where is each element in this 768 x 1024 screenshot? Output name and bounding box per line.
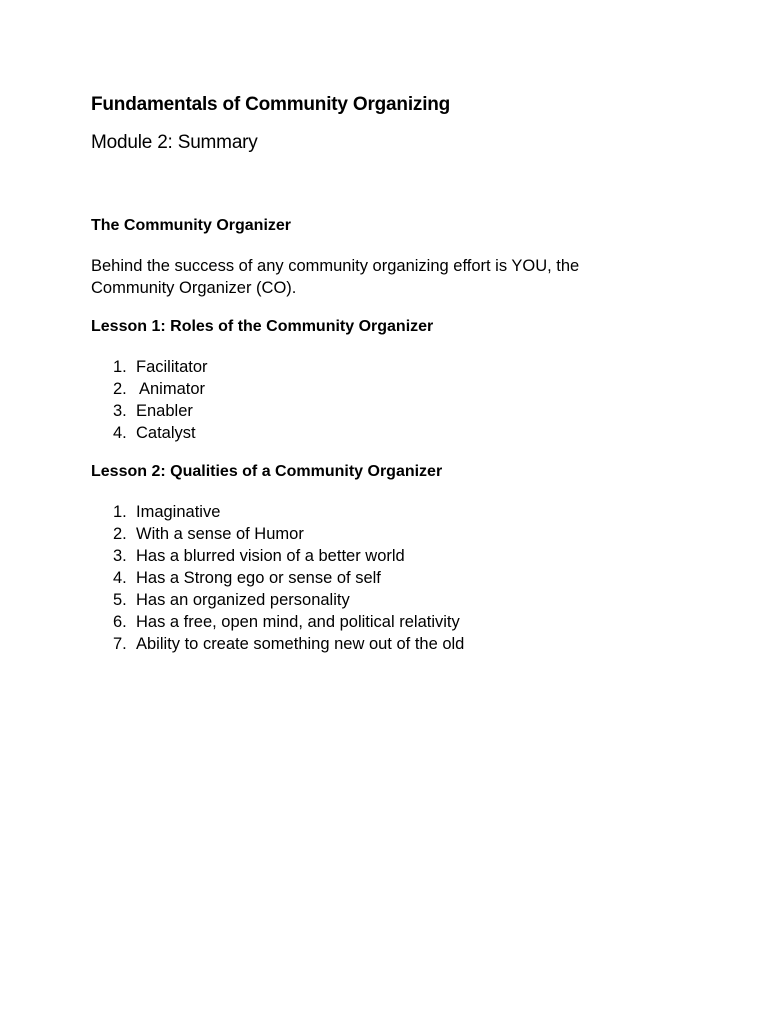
list-item-text: Has a blurred vision of a better world (136, 547, 405, 565)
list-number: 6. (113, 613, 127, 631)
lesson1-heading: Lesson 1: Roles of the Community Organizer (91, 318, 434, 335)
list-item-text: Catalyst (136, 424, 196, 442)
list-item (91, 400, 208, 422)
list-item-text: Has a free, open mind, and political relativity (136, 613, 460, 631)
intro-line: Community Organizer (CO). (91, 279, 297, 297)
intro-line: Behind the success of any community organizing effort is YOU, the (91, 257, 580, 275)
list-item (91, 589, 464, 611)
section-heading: The Community Organizer (91, 217, 292, 234)
list-item (91, 523, 464, 545)
list-item (91, 356, 208, 378)
list-item (91, 633, 464, 655)
list-number: 2. (113, 380, 127, 398)
list-number: 3. (113, 547, 127, 565)
list-item-text: Enabler (136, 402, 193, 420)
list-item-text: Animator (139, 380, 206, 398)
document-subtitle: Module 2: Summary (91, 132, 258, 153)
list-number: 5. (113, 591, 127, 609)
list-number: 4. (113, 424, 127, 442)
list-item (91, 611, 464, 633)
list-item (91, 378, 208, 400)
list-item (91, 567, 464, 589)
roles-list (91, 356, 208, 444)
list-item (91, 422, 208, 444)
list-item (91, 501, 464, 523)
intro-paragraph (91, 255, 579, 299)
list-number: 1. (113, 503, 127, 521)
list-item-text: Has an organized personality (136, 591, 350, 609)
list-item-text: Facilitator (136, 358, 208, 376)
list-item-text: Ability to create something new out of the old (136, 635, 465, 653)
lesson2-heading: Lesson 2: Qualities of a Community Organizer (91, 463, 443, 480)
list-number: 4. (113, 569, 127, 587)
list-number: 1. (113, 358, 127, 376)
list-number: 3. (113, 402, 127, 420)
list-item (91, 545, 464, 567)
list-number: 7. (113, 635, 127, 653)
list-number: 2. (113, 525, 127, 543)
list-item-text: Imaginative (136, 503, 221, 521)
document-title: Fundamentals of Community Organizing (91, 94, 451, 115)
list-item-text: With a sense of Humor (136, 525, 304, 543)
list-item-text: Has a Strong ego or sense of self (136, 569, 381, 587)
qualities-list (91, 501, 464, 655)
